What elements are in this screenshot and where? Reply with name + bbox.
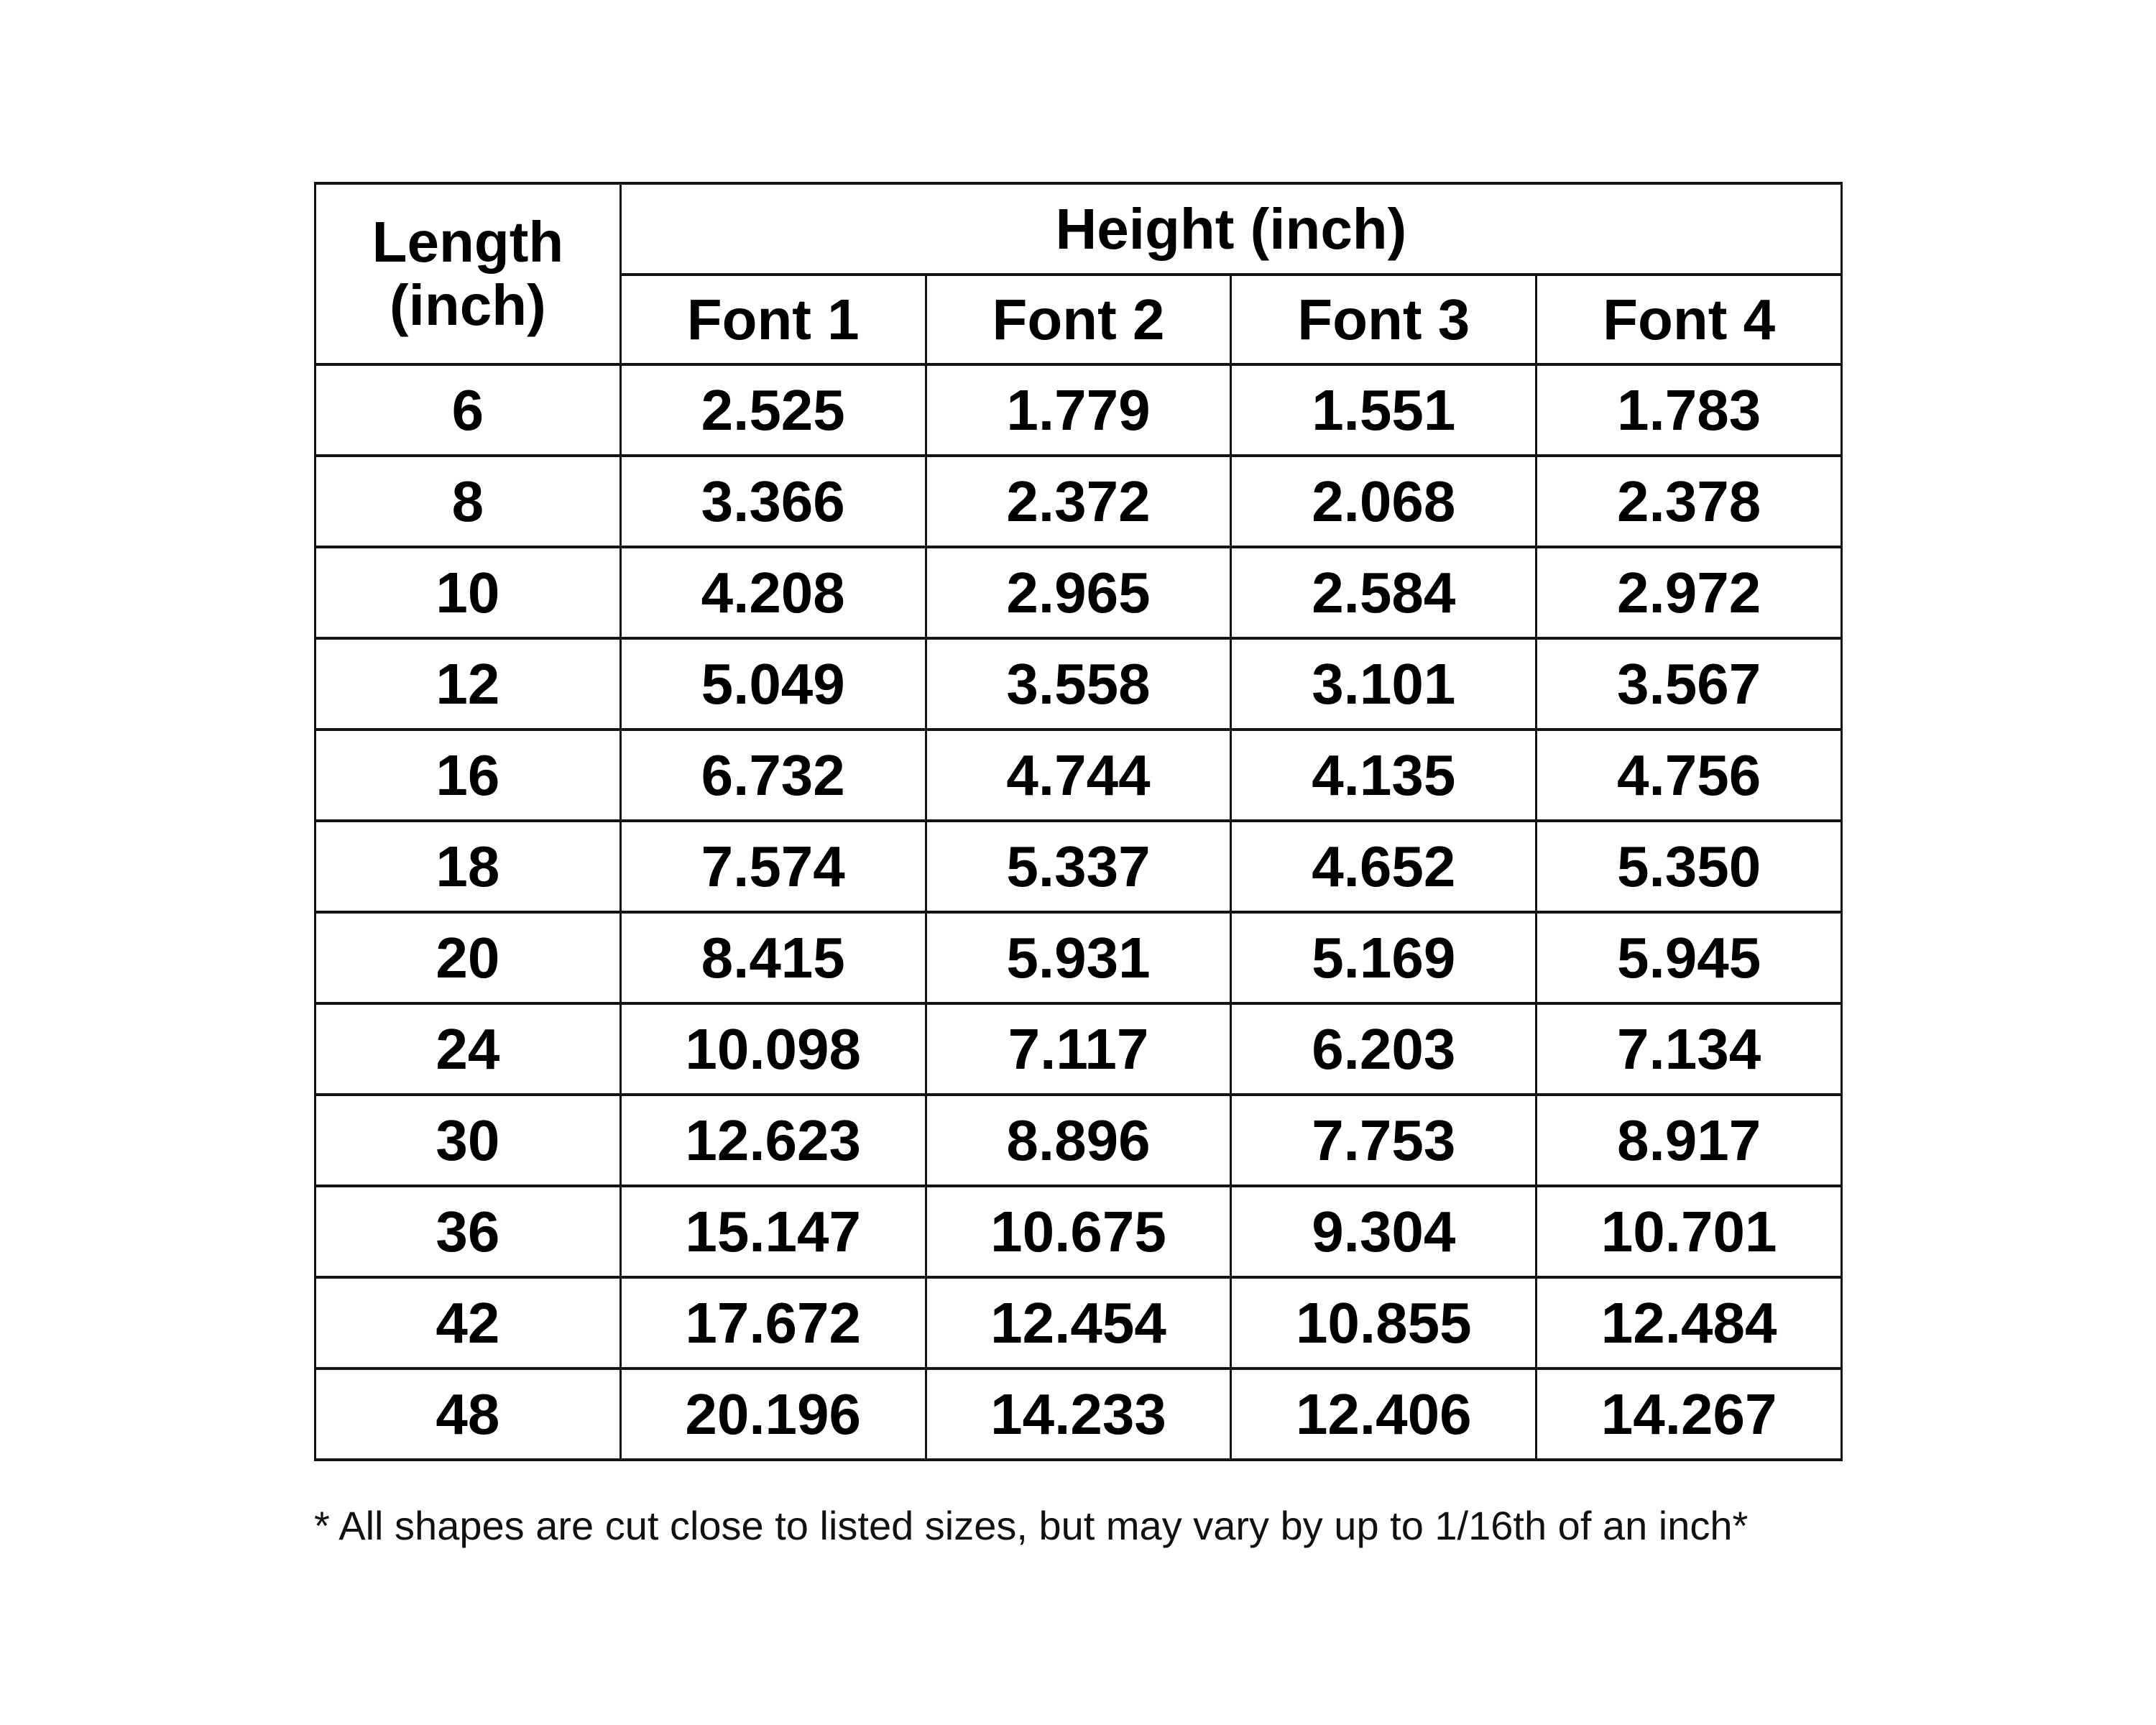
table-row — [315, 1277, 1842, 1368]
row-length-cell: 12 — [315, 638, 621, 730]
table-row — [315, 730, 1842, 821]
height-value-cell: 4.135 — [1231, 730, 1537, 821]
row-length-cell: 30 — [315, 1095, 621, 1186]
height-value-cell: 6.732 — [620, 730, 926, 821]
height-value-cell: 14.233 — [926, 1368, 1231, 1460]
height-value-cell: 17.672 — [620, 1277, 926, 1368]
height-value-cell: 15.147 — [620, 1186, 926, 1277]
height-value-cell: 5.169 — [1231, 912, 1537, 1003]
height-value-cell: 7.753 — [1231, 1095, 1537, 1186]
height-value-cell: 3.567 — [1537, 638, 1842, 730]
row-length-cell: 42 — [315, 1277, 621, 1368]
height-value-cell: 3.101 — [1231, 638, 1537, 730]
height-value-cell: 1.551 — [1231, 364, 1537, 456]
table-row — [315, 821, 1842, 912]
height-value-cell: 4.744 — [926, 730, 1231, 821]
height-value-cell: 8.896 — [926, 1095, 1231, 1186]
height-value-cell: 5.337 — [926, 821, 1231, 912]
height-value-cell: 9.304 — [1231, 1186, 1537, 1277]
height-value-cell: 12.484 — [1537, 1277, 1842, 1368]
height-value-cell: 2.372 — [926, 456, 1231, 547]
height-value-cell: 10.675 — [926, 1186, 1231, 1277]
group-header-cell: Height (inch) — [620, 183, 1841, 275]
table-header — [315, 183, 1842, 364]
table-row — [315, 638, 1842, 730]
table-row — [315, 364, 1842, 456]
row-length-cell: 20 — [315, 912, 621, 1003]
height-value-cell: 2.525 — [620, 364, 926, 456]
height-value-cell: 8.415 — [620, 912, 926, 1003]
size-chart-table — [314, 182, 1843, 1461]
corner-header-line2: (inch) — [390, 273, 546, 337]
corner-header-cell — [315, 183, 621, 364]
row-length-cell: 6 — [315, 364, 621, 456]
column-header-font1: Font 1 — [620, 275, 926, 364]
height-value-cell: 12.623 — [620, 1095, 926, 1186]
height-value-cell: 14.267 — [1537, 1368, 1842, 1460]
row-length-cell: 36 — [315, 1186, 621, 1277]
footnote-text: * All shapes are cut close to listed sizes, but may vary by up to 1/16th of an inch* — [314, 1503, 1749, 1548]
height-value-cell: 7.574 — [620, 821, 926, 912]
height-value-cell: 1.779 — [926, 364, 1231, 456]
height-value-cell: 2.378 — [1537, 456, 1842, 547]
row-length-cell: 18 — [315, 821, 621, 912]
column-header-font3: Font 3 — [1231, 275, 1537, 364]
height-value-cell: 10.098 — [620, 1003, 926, 1095]
height-value-cell: 5.350 — [1537, 821, 1842, 912]
table-row — [315, 456, 1842, 547]
row-length-cell: 8 — [315, 456, 621, 547]
height-value-cell: 12.406 — [1231, 1368, 1537, 1460]
height-value-cell: 5.049 — [620, 638, 926, 730]
table-row — [315, 1003, 1842, 1095]
height-value-cell: 4.652 — [1231, 821, 1537, 912]
height-value-cell: 10.855 — [1231, 1277, 1537, 1368]
height-value-cell: 8.917 — [1537, 1095, 1842, 1186]
table-row — [315, 547, 1842, 638]
height-value-cell: 5.931 — [926, 912, 1231, 1003]
group-header-row — [315, 183, 1842, 275]
height-value-cell: 4.756 — [1537, 730, 1842, 821]
height-value-cell: 2.068 — [1231, 456, 1537, 547]
row-length-cell: 48 — [315, 1368, 621, 1460]
height-value-cell: 3.366 — [620, 456, 926, 547]
table-body — [315, 364, 1842, 1460]
table-row — [315, 1186, 1842, 1277]
height-value-cell: 10.701 — [1537, 1186, 1842, 1277]
table-row — [315, 1095, 1842, 1186]
height-value-cell: 2.584 — [1231, 547, 1537, 638]
height-value-cell: 4.208 — [620, 547, 926, 638]
height-value-cell: 7.134 — [1537, 1003, 1842, 1095]
row-length-cell: 10 — [315, 547, 621, 638]
corner-header-line1: Length — [372, 210, 564, 274]
column-header-font2: Font 2 — [926, 275, 1231, 364]
height-value-cell: 2.972 — [1537, 547, 1842, 638]
table-row — [315, 912, 1842, 1003]
height-value-cell: 5.945 — [1537, 912, 1842, 1003]
height-value-cell: 1.783 — [1537, 364, 1842, 456]
height-value-cell: 12.454 — [926, 1277, 1231, 1368]
row-length-cell: 16 — [315, 730, 621, 821]
table-row — [315, 1368, 1842, 1460]
row-length-cell: 24 — [315, 1003, 621, 1095]
height-value-cell: 3.558 — [926, 638, 1231, 730]
height-value-cell: 20.196 — [620, 1368, 926, 1460]
height-value-cell: 7.117 — [926, 1003, 1231, 1095]
column-header-font4: Font 4 — [1537, 275, 1842, 364]
height-value-cell: 2.965 — [926, 547, 1231, 638]
height-value-cell: 6.203 — [1231, 1003, 1537, 1095]
